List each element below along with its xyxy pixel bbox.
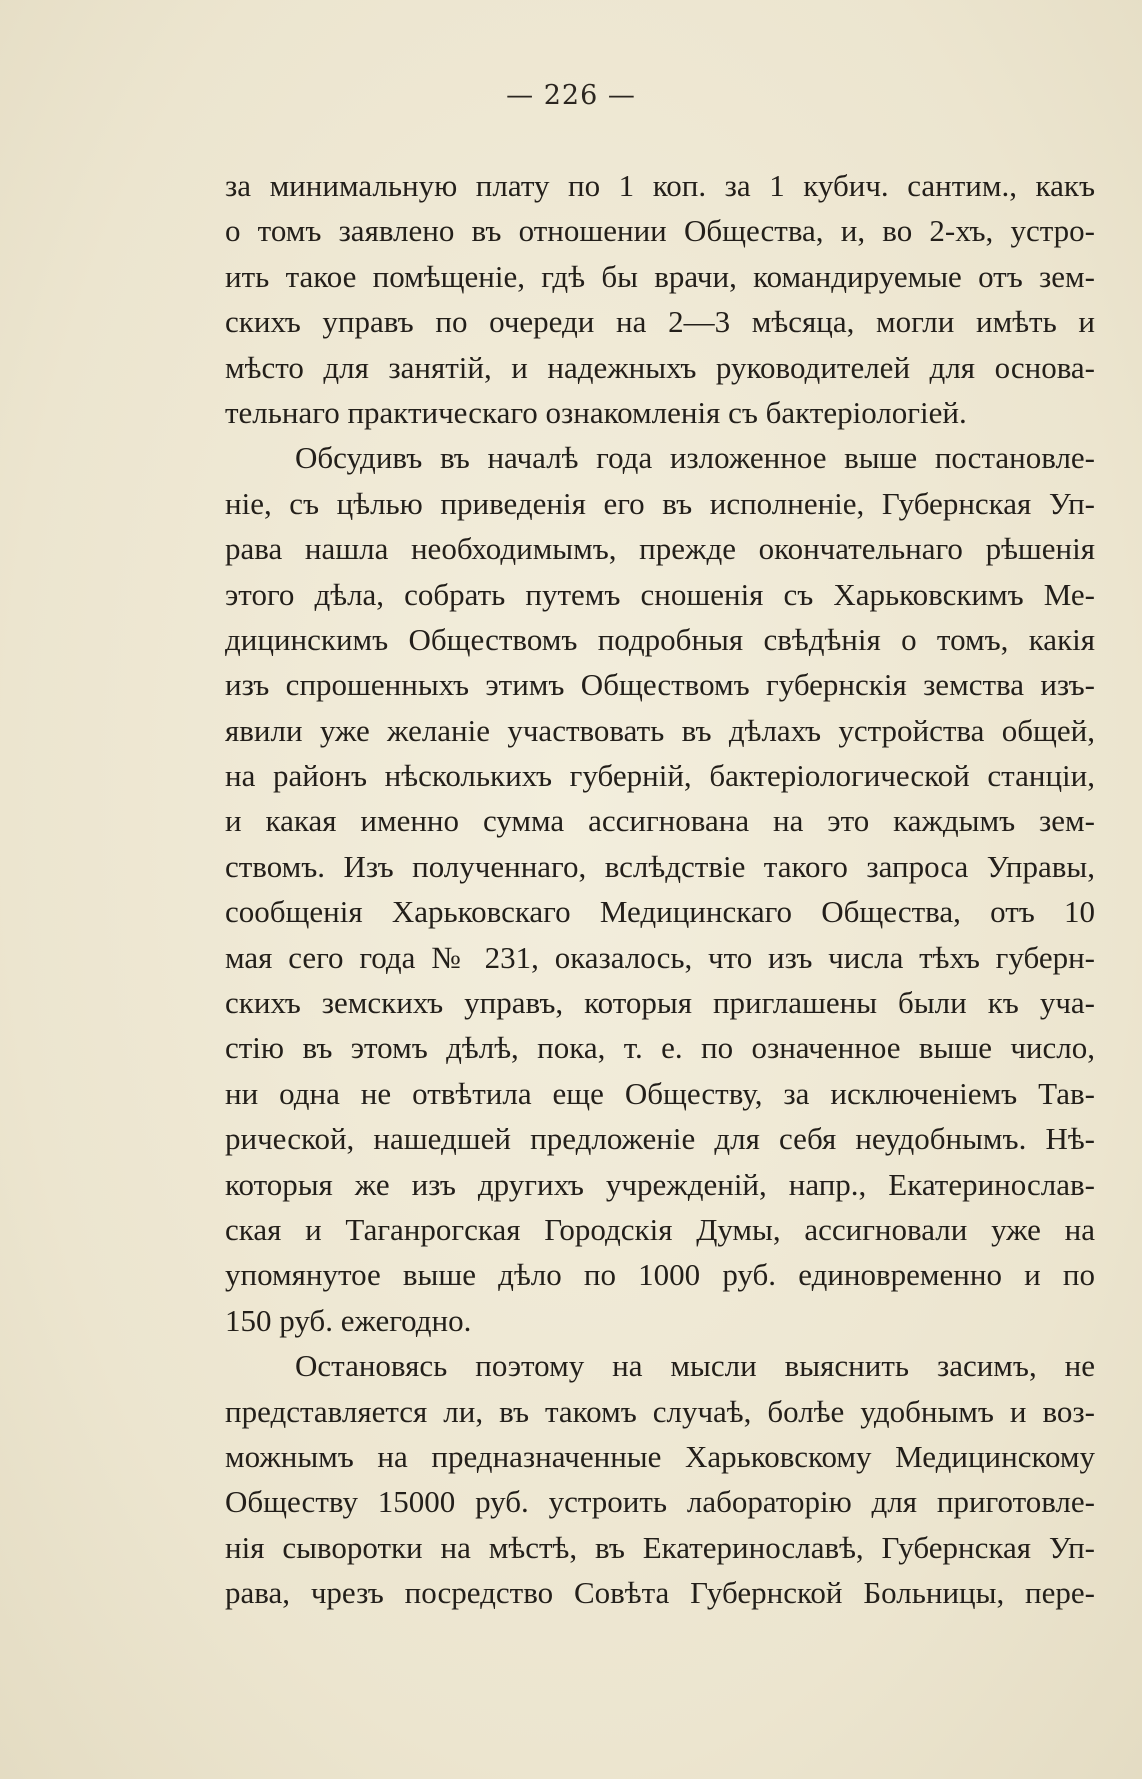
text-line: ская и Таганрогская Городскія Думы, ассигновали уже на bbox=[225, 1211, 1095, 1247]
text-line: изъ спрошенныхъ этимъ Обществомъ губернскія земства изъ- bbox=[225, 667, 1095, 703]
text-line: этого дѣла, собрать путемъ сношенія съ Харьковскимъ Ме- bbox=[225, 576, 1095, 612]
text-line: мѣсто для занятій, и надежныхъ руководителей для основа- bbox=[225, 349, 1095, 385]
page-number: — 226 — bbox=[506, 80, 636, 111]
text-line: дицинскимъ Обществомъ подробныя свѣдѣнія о томъ, какія bbox=[225, 621, 1095, 657]
text-line: за минимальную плату по 1 коп. за 1 кубич. сантим., какъ bbox=[225, 168, 1095, 203]
text-line: нія сыворотки на мѣстѣ, въ Екатеринославѣ, Губернская Уп- bbox=[225, 1529, 1095, 1565]
text-line: упомянутое выше дѣло по 1000 руб. единовременно и по bbox=[225, 1257, 1095, 1293]
text-line: ни одна не отвѣтила еще Обществу, за исключеніемъ Тав- bbox=[225, 1075, 1095, 1111]
paragraph-2 bbox=[225, 435, 1095, 1343]
text-line: стію въ этомъ дѣлѣ, пока, т. е. по означенное выше число, bbox=[225, 1030, 1095, 1066]
text-line: можнымъ на предназначенные Харьковскому Медицинскому bbox=[225, 1438, 1095, 1474]
text-line: представляется ли, въ такомъ случаѣ, болѣе удобнымъ и воз- bbox=[225, 1393, 1095, 1429]
text-line: мая сего года № 231, оказалось, что изъ числа тѣхъ губерн- bbox=[225, 939, 1095, 975]
text-line: на районъ нѣсколькихъ губерній, бактеріологической станціи, bbox=[225, 758, 1095, 794]
text-line: Остановясь поэтому на мысли выяснить засимъ, не bbox=[295, 1348, 1095, 1384]
text-line: рава, чрезъ посредство Совѣта Губернской Больницы, пере- bbox=[225, 1575, 1095, 1611]
body-text bbox=[225, 163, 1095, 1616]
text-line: явили уже желаніе участвовать въ дѣлахъ устройства общей, bbox=[225, 712, 1095, 748]
text-line: скихъ земскихъ управъ, которыя приглашены были къ уча- bbox=[225, 985, 1095, 1021]
text-line: ить такое помѣщеніе, гдѣ бы врачи, командируемые отъ зем- bbox=[225, 258, 1095, 294]
text-line: ствомъ. Изъ полученнаго, вслѣдствіе такого запроса Управы, bbox=[225, 848, 1095, 884]
text-line: тельнаго практическаго ознакомленія съ бактеріологіей. bbox=[225, 394, 967, 430]
text-line: 150 руб. ежегодно. bbox=[225, 1302, 472, 1338]
paragraph-3 bbox=[225, 1343, 1095, 1615]
text-line: сообщенія Харьковскаго Медицинскаго Общества, отъ 10 bbox=[225, 894, 1095, 930]
text-line: скихъ управъ по очереди на 2—3 мѣсяца, могли имѣть и bbox=[225, 304, 1095, 340]
paragraph-1 bbox=[225, 163, 1095, 435]
text-line: рической, нашедшей предложеніе для себя неудобнымъ. Нѣ- bbox=[225, 1121, 1095, 1157]
text-line: Обсудивъ въ началѣ года изложенное выше постановле- bbox=[295, 440, 1095, 476]
text-line: рава нашла необходимымъ, прежде окончательнаго рѣшенія bbox=[225, 531, 1095, 567]
text-line: и какая именно сумма ассигнована на это каждымъ зем- bbox=[225, 803, 1095, 839]
text-line: Обществу 15000 руб. устроить лабораторію для приготовле- bbox=[225, 1484, 1095, 1520]
text-line: о томъ заявлено въ отношении Общества, и, во 2-хъ, устро- bbox=[225, 213, 1095, 249]
text-line: ніе, съ цѣлью приведенія его въ исполненіе, Губернская Уп- bbox=[225, 485, 1095, 521]
text-line: которыя же изъ другихъ учрежденій, напр., Екатеринослав- bbox=[225, 1166, 1095, 1202]
